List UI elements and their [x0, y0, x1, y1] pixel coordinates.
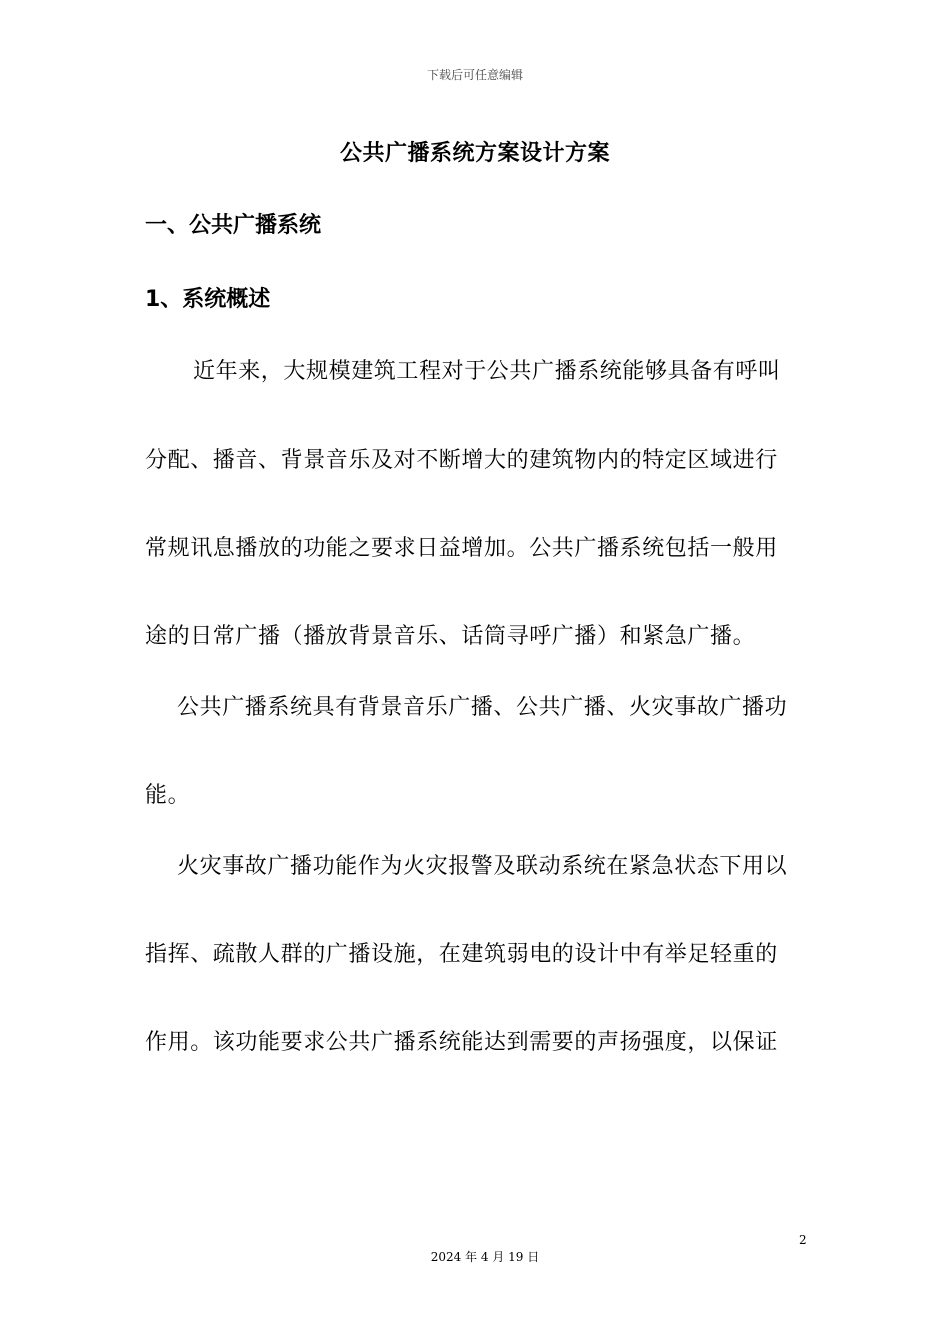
section-heading: 一、公共广播系统 [145, 213, 322, 238]
paragraph-line: 指挥、疏散人群的广播设施，在建筑弱电的设计中有举足轻重的 [145, 942, 778, 967]
header-note: 下载后可任意编辑 [426, 68, 523, 82]
subsection-heading: 1、系统概述 [145, 287, 271, 312]
document-title: 公共广播系统方案设计方案 [339, 141, 610, 166]
footer-date: 2024 年 4 月 19 日 [430, 1250, 540, 1264]
paragraph-line: 分配、播音、背景音乐及对不断增大的建筑物内的特定区域进行 [145, 448, 778, 473]
page-number: 2 [799, 1233, 807, 1247]
paragraph-line: 火灾事故广播功能作为火灾报警及联动系统在紧急状态下用以 [177, 854, 788, 879]
paragraph-line: 途的日常广播（播放背景音乐、话筒寻呼广播）和紧急广播。 [145, 624, 756, 649]
paragraph-line: 作用。该功能要求公共广播系统能达到需要的声扬强度，以保证 [145, 1030, 778, 1055]
paragraph-line: 常规讯息播放的功能之要求日益增加。公共广播系统包括一般用 [145, 536, 778, 561]
paragraph-line: 近年来，大规模建筑工程对于公共广播系统能够具备有呼叫 [193, 359, 781, 384]
paragraph-line: 公共广播系统具有背景音乐广播、公共广播、火灾事故广播功 [177, 695, 788, 720]
paragraph-line: 能。 [145, 783, 191, 808]
